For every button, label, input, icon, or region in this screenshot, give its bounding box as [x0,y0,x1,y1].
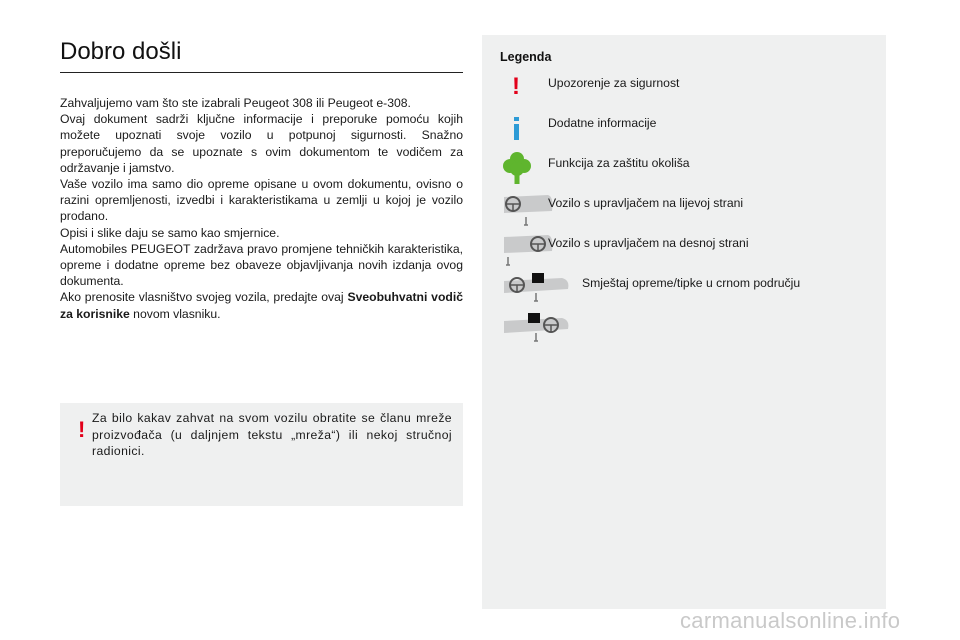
intro-paragraph: Automobiles PEUGEOT zadržava pravo promjene tehničkih karakteristika, opreme i dodatne opreme bez obaveze objavljivanja novih izdanja ovog dokumenta. [60,241,463,289]
title-divider [60,72,463,73]
legend-item-safety: ! Upozorenje za sigurnost [512,73,680,100]
legend-item-eco: Funkcija za zaštitu okoliša [482,151,886,185]
page-title: Dobro došli [60,38,182,65]
intro-paragraph: Zahvaljujemo vam što ste izabrali Peugeot 308 ili Peugeot e-308. [60,96,411,110]
intro-paragraph: Vaše vozilo ima samo dio opreme opisane u ovom dokumentu, ovisno o razini opremljenosti, izvedbi i karakteristikama u zemlji u kojoj je vozilo prodano. [60,177,463,224]
tree-icon [502,151,532,185]
intro-paragraph: Ovaj dokument sadrži ključne informacije i preporuke pomoću kojih možete upoznati svoje vozilo u potpunoj sigurnosti. Snažno preporučujemo da se upoznate s ovim dokumentom te vodičem za održavanje i jamstvo. [60,112,463,175]
exclamation-icon: ! [78,417,86,442]
dashboard-black-zone-rhd-icon [502,311,572,345]
legend-title: Legenda [500,50,552,64]
legend-panel [482,35,886,609]
dashboard-black-zone-icon [502,271,572,305]
legend-item-rhd: Vozilo s upravljačem na desnoj strani [482,231,886,265]
guide-name: Sveobuhvatni vodič za korisnike [60,290,463,321]
exclamation-icon: ! [512,73,520,100]
legend-item-lhd: Vozilo s upravljačem na lijevoj strani [482,191,886,225]
intro-text [60,95,463,322]
warning-box [60,403,463,506]
intro-paragraph: Opisi i slike daju se samo kao smjernice. [60,225,280,240]
info-icon [512,117,522,141]
intro-paragraph-ownership: Ako prenosite vlasništvo svojeg vozila, predajte ovaj Sveobuhvatni vodič za korisnike novom vlasniku. [60,290,463,321]
warning-text: Za bilo kakav zahvat na svom vozilu obratite se članu mreže proizvođača (u daljnjem tekstu „mreža“) ili nekoj stručnoj radionici. [92,411,452,458]
watermark: carmanualsonline.info [680,608,901,633]
legend-item-black-zone: Smještaj opreme/tipke u crnom području [482,271,886,305]
legend-item-info: Dodatne informacije [482,111,886,145]
